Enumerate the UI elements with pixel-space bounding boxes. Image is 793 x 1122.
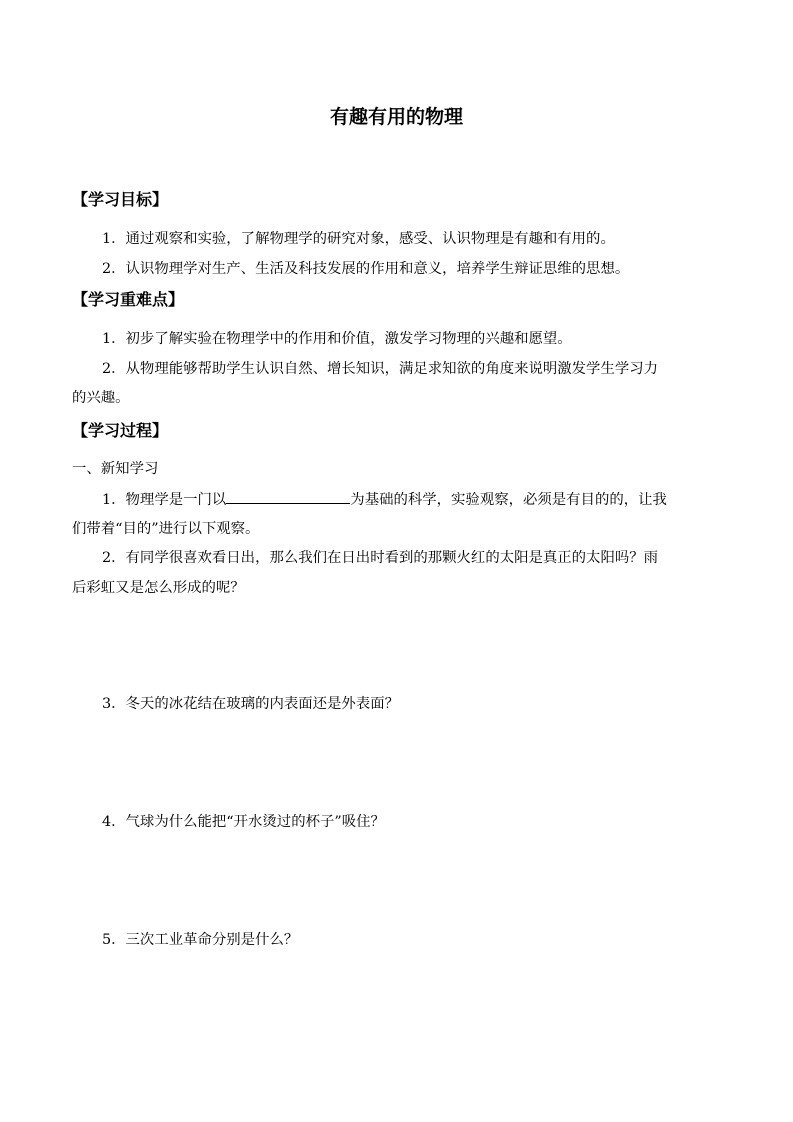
objective-item-2: 2．认识物理学对生产、生活及科技发展的作用和意义，培养学生辩证思维的思想。	[102, 261, 630, 277]
objective-item-1: 1．通过观察和实验，了解物理学的研究对象，感受、认识物理是有趣和有用的。	[102, 231, 615, 247]
question-1-continued: 们带着“目的”进行以下观察。	[72, 521, 260, 537]
question-2: 2．有同学很喜欢看日出，那么我们在日出时看到的那颗火红的太阳是真正的太阳吗？雨	[102, 550, 659, 566]
objectives-heading: 【学习目标】	[72, 190, 169, 209]
question-1-suffix: 为基础的科学，实验观察，必须是有目的的，让我	[350, 492, 667, 508]
process-heading: 【学习过程】	[72, 421, 169, 440]
question-4: 4．气球为什么能把“开水烫过的杯子”吸住？	[102, 814, 385, 830]
question-3: 3．冬天的冰花结在玻璃的内表面还是外表面？	[102, 696, 399, 712]
key-point-item-2: 2．从物理能够帮助学生认识自然、增长知识，满足求知欲的角度来说明激发学生学习力	[102, 361, 659, 377]
question-1	[102, 489, 667, 510]
question-2-continued: 后彩虹又是怎么形成的呢？	[72, 580, 245, 596]
key-point-item-2-continued: 的兴趣。	[72, 390, 130, 406]
answer-blank[interactable]	[226, 489, 350, 504]
page-title: 有趣有用的物理	[329, 106, 463, 128]
new-knowledge-subheading: 一、新知学习	[72, 461, 159, 477]
question-1-prefix: 1．物理学是一门以	[102, 492, 227, 508]
question-5: 5．三次工业革命分别是什么？	[102, 932, 299, 948]
key-points-heading: 【学习重难点】	[72, 290, 185, 309]
key-point-item-1: 1．初步了解实验在物理学中的作用和价值，激发学习物理的兴趣和愿望。	[102, 331, 572, 347]
